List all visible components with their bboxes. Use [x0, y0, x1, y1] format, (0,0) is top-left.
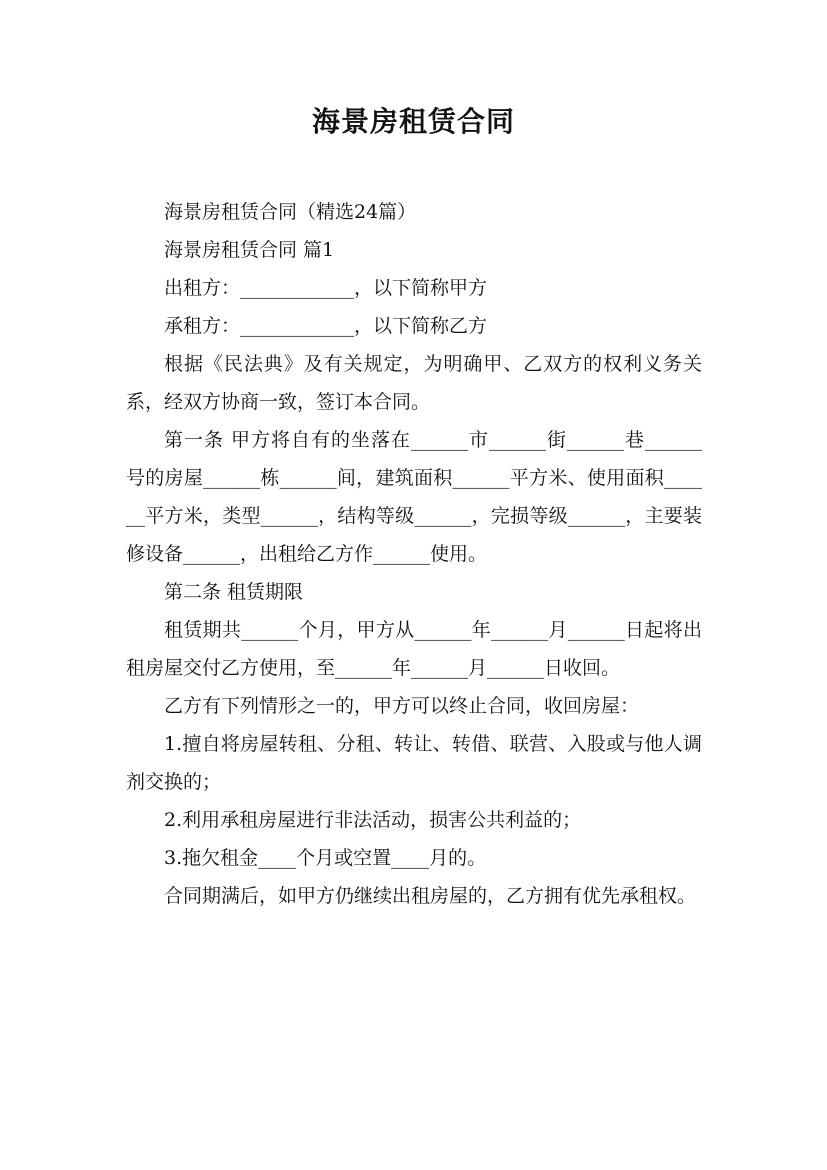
document-body — [126, 193, 702, 915]
paragraph-renewal: 合同期满后，如甲方仍继续出租房屋的，乙方拥有优先承租权。 — [164, 885, 697, 907]
paragraph-section-heading: 海景房租赁合同 篇1 — [164, 239, 335, 261]
paragraph-lease-term: 租赁期共______个月，甲方从______年______月______日起将出租房屋交付乙方使用，至______年______月______日收回。 — [126, 619, 702, 679]
paragraph-preamble: 根据《民法典》及有关规定，为明确甲、乙双方的权利义务关系，经双方协商一致，签订本合同。 — [126, 353, 702, 413]
paragraph-lessee: 承租方：____________，以下简称乙方 — [164, 315, 488, 337]
paragraph-article-1: 第一条 甲方将自有的坐落在______市______街______巷______号的房屋______栋______间，建筑面积______平方米、使用面积______平方米，类型______，结构等级______，完损等级______，主要装修设备______，出租给乙方作______使用。 — [126, 429, 702, 565]
paragraph-clause-3: 3.拖欠租金____个月或空置____月的。 — [164, 847, 487, 869]
paragraph-lessor: 出租方：____________，以下简称甲方 — [164, 277, 488, 299]
document-title: 海景房租赁合同 — [311, 105, 515, 138]
paragraph-termination-intro: 乙方有下列情形之一的，甲方可以终止合同，收回房屋： — [164, 695, 640, 717]
paragraph-clause-1: 1.擅自将房屋转租、分租、转让、转借、联营、入股或与他人调剂交换的； — [126, 733, 702, 793]
paragraph-subtitle: 海景房租赁合同（精选24篇） — [164, 201, 417, 223]
paragraph-article-2-heading: 第二条 租赁期限 — [164, 581, 304, 603]
paragraph-clause-2: 2.利用承租房屋进行非法活动，损害公共利益的； — [164, 809, 582, 831]
